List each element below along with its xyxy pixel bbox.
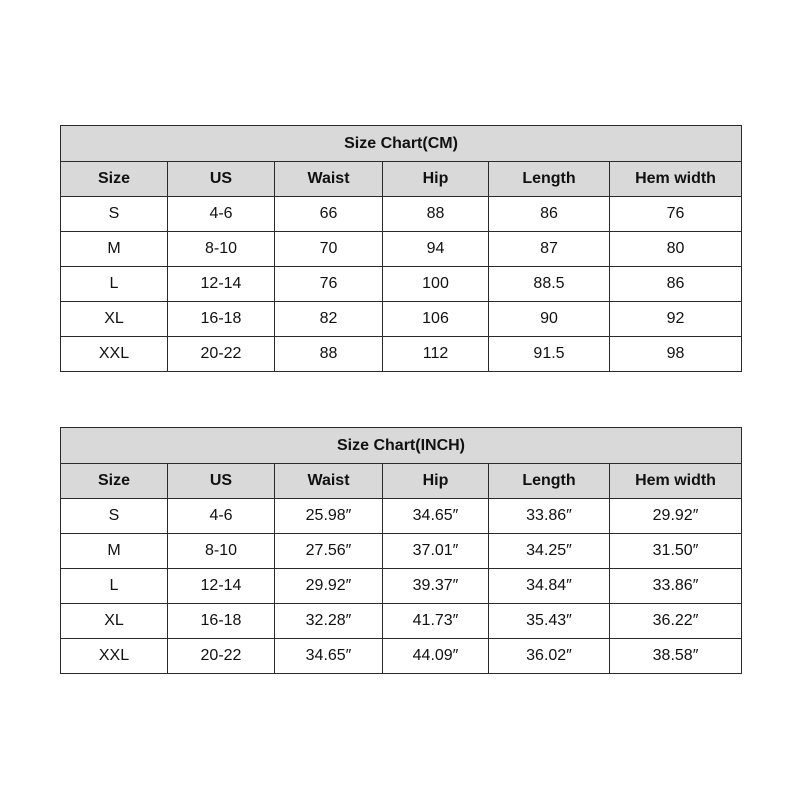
table-cell: 88 xyxy=(275,337,383,372)
table-cell: XXL xyxy=(61,337,168,372)
table-cell: 39.37″ xyxy=(383,569,489,604)
table-cell: 25.98″ xyxy=(275,499,383,534)
size-chart-inch-table xyxy=(60,427,742,674)
table-cell: M xyxy=(61,534,168,569)
table-cell: 34.65″ xyxy=(383,499,489,534)
table-cell: 91.5 xyxy=(489,337,610,372)
column-header-waist: Waist xyxy=(275,162,383,197)
column-header-us: US xyxy=(168,464,275,499)
table-cell: 86 xyxy=(489,197,610,232)
table-cell: 70 xyxy=(275,232,383,267)
table-cell: 34.65″ xyxy=(275,639,383,674)
table-row xyxy=(61,639,742,674)
table-cell: 88 xyxy=(383,197,489,232)
table-row xyxy=(61,302,742,337)
table-cell: 38.58″ xyxy=(610,639,742,674)
table-cell: 82 xyxy=(275,302,383,337)
table-cell: 80 xyxy=(610,232,742,267)
table-cell: 90 xyxy=(489,302,610,337)
table-cell: 16-18 xyxy=(168,302,275,337)
table-title: Size Chart(CM) xyxy=(61,126,742,162)
column-header-waist: Waist xyxy=(275,464,383,499)
column-header-us: US xyxy=(168,162,275,197)
column-header-hip: Hip xyxy=(383,464,489,499)
table-cell: 20-22 xyxy=(168,639,275,674)
table-cell: XXL xyxy=(61,639,168,674)
table-row xyxy=(61,267,742,302)
table-row xyxy=(61,232,742,267)
column-header-size: Size xyxy=(61,162,168,197)
table-cell: 16-18 xyxy=(168,604,275,639)
table-cell: S xyxy=(61,197,168,232)
table-cell: 8-10 xyxy=(168,232,275,267)
table-header-row xyxy=(61,162,742,197)
column-header-length: Length xyxy=(489,464,610,499)
table-row xyxy=(61,499,742,534)
table-cell: 27.56″ xyxy=(275,534,383,569)
table-cell: L xyxy=(61,569,168,604)
table-cell: 112 xyxy=(383,337,489,372)
table-cell: XL xyxy=(61,604,168,639)
table-cell: 32.28″ xyxy=(275,604,383,639)
table-row xyxy=(61,569,742,604)
table-cell: 35.43″ xyxy=(489,604,610,639)
table-cell: 34.84″ xyxy=(489,569,610,604)
table-header-row xyxy=(61,464,742,499)
table-cell: 98 xyxy=(610,337,742,372)
table-cell: 29.92″ xyxy=(275,569,383,604)
table-cell: 12-14 xyxy=(168,569,275,604)
column-header-hem-width: Hem width xyxy=(610,162,742,197)
table-cell: L xyxy=(61,267,168,302)
column-header-length: Length xyxy=(489,162,610,197)
table-cell: 29.92″ xyxy=(610,499,742,534)
table-cell: 44.09″ xyxy=(383,639,489,674)
table-cell: 4-6 xyxy=(168,499,275,534)
table-cell: 41.73″ xyxy=(383,604,489,639)
table-cell: 36.02″ xyxy=(489,639,610,674)
table-row xyxy=(61,197,742,232)
table-cell: 76 xyxy=(610,197,742,232)
column-header-hip: Hip xyxy=(383,162,489,197)
table-row xyxy=(61,534,742,569)
table-cell: XL xyxy=(61,302,168,337)
table-cell: 12-14 xyxy=(168,267,275,302)
table-cell: 66 xyxy=(275,197,383,232)
table-cell: 31.50″ xyxy=(610,534,742,569)
table-cell: 36.22″ xyxy=(610,604,742,639)
table-cell: 88.5 xyxy=(489,267,610,302)
table-cell: 34.25″ xyxy=(489,534,610,569)
table-title: Size Chart(INCH) xyxy=(61,428,742,464)
table-cell: 94 xyxy=(383,232,489,267)
table-cell: 8-10 xyxy=(168,534,275,569)
table-row xyxy=(61,604,742,639)
table-cell: 106 xyxy=(383,302,489,337)
table-cell: 100 xyxy=(383,267,489,302)
table-title-row xyxy=(61,428,742,464)
table-title-row xyxy=(61,126,742,162)
table-cell: 20-22 xyxy=(168,337,275,372)
table-cell: M xyxy=(61,232,168,267)
size-chart-cm-table xyxy=(60,125,742,372)
table-cell: 86 xyxy=(610,267,742,302)
table-cell: 92 xyxy=(610,302,742,337)
column-header-size: Size xyxy=(61,464,168,499)
table-cell: 4-6 xyxy=(168,197,275,232)
table-cell: S xyxy=(61,499,168,534)
table-cell: 87 xyxy=(489,232,610,267)
table-cell: 37.01″ xyxy=(383,534,489,569)
table-cell: 33.86″ xyxy=(610,569,742,604)
table-cell: 76 xyxy=(275,267,383,302)
table-cell: 33.86″ xyxy=(489,499,610,534)
column-header-hem-width: Hem width xyxy=(610,464,742,499)
table-row xyxy=(61,337,742,372)
